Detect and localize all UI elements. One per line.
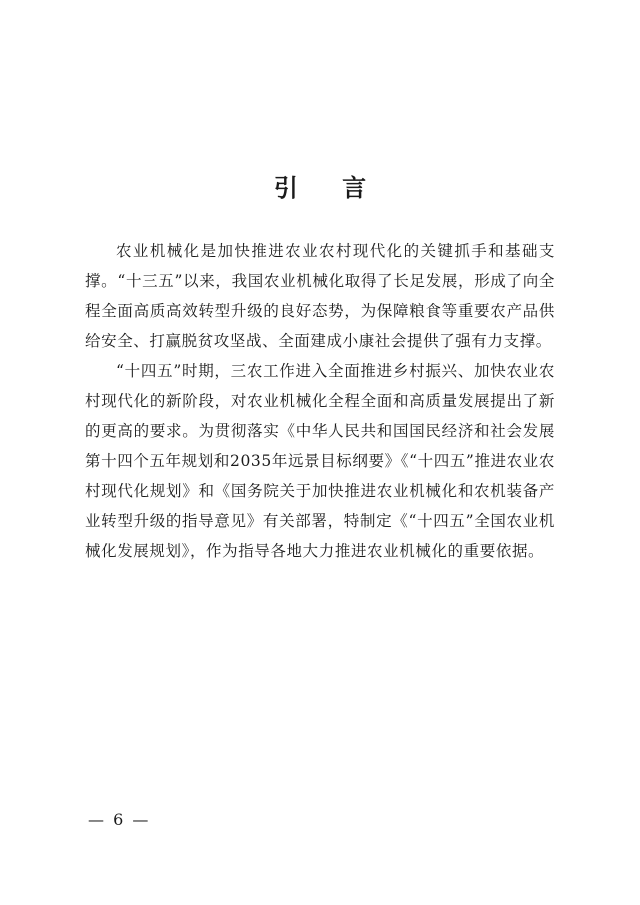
page-number: — 6 —: [88, 810, 151, 829]
body-text: [85, 236, 555, 566]
paragraph-2: “十四五”时期，三农工作进入全面推进乡村振兴、加快农业农村现代化的新阶段，对农业机械化全程全面和高质量发展提出了新的更高的要求。为贯彻落实《中华人民共和国国民经济和社会发展第十四个五年规划和2035年远景目标纲要》《“十四五”推进农业农村现代化规划》和《国务院关于加快推进农业机械化和农机装备产业转型升级的指导意见》有关部署，特制定《“十四五”全国农业机械化发展规划》，作为指导各地大力推进农业机械化的重要依据。: [85, 362, 555, 560]
paragraph-1: 农业机械化是加快推进农业农村现代化的关键抓手和基础支撑。“十三五”以来，我国农业机械化取得了长足发展，形成了向全程全面高质高效转型升级的良好态势，为保障粮食等重要农产品供给安全、打赢脱贫攻坚战、全面建成小康社会提供了强有力支撑。: [85, 242, 555, 350]
page-title: 引 言: [273, 173, 385, 202]
